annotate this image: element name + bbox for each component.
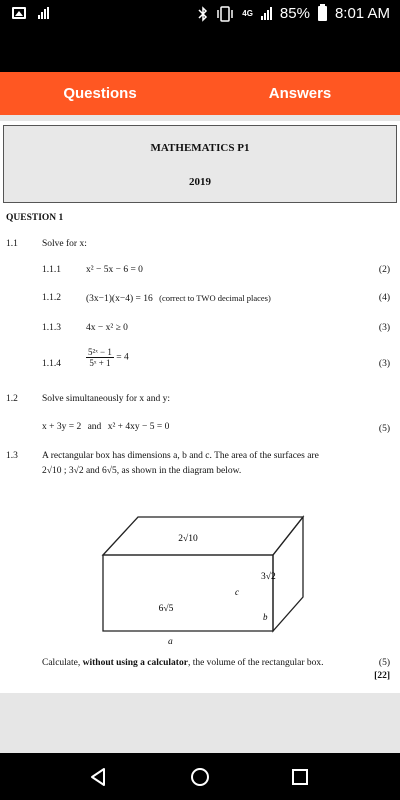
label-c: c xyxy=(235,587,239,597)
q-1-1-2-equation: (3x−1)(x−4) = 16 xyxy=(86,294,153,304)
battery-icon xyxy=(318,6,327,21)
instruction-suffix: , the volume of the rectangular box. xyxy=(187,658,324,668)
q-1-2-text: Solve simultaneously for x and y: xyxy=(42,394,170,404)
exam-page xyxy=(0,121,400,693)
system-nav-bar xyxy=(0,753,400,800)
home-icon[interactable] xyxy=(189,766,211,788)
q-1-1-2-number: 1.1.2 xyxy=(42,293,61,303)
vibrate-icon xyxy=(216,6,234,22)
paper-header xyxy=(3,125,397,203)
network-type: 4G xyxy=(242,9,253,18)
q-1-1-4-fraction xyxy=(86,347,114,368)
side-face-area: 3√2 xyxy=(261,572,276,582)
q-1-2-eq1: x + 3y = 2 xyxy=(42,422,82,432)
q-1-1-number: 1.1 xyxy=(6,239,18,249)
q-1-3-marks: (5) xyxy=(378,658,390,668)
box-diagram xyxy=(96,513,308,641)
q-1-1-4-marks: (3) xyxy=(378,359,390,369)
instruction-bold: without using a calculator xyxy=(82,658,188,668)
q-1-3-instruction xyxy=(42,658,324,668)
document-viewer[interactable] xyxy=(0,115,400,753)
q-1-2-marks: (5) xyxy=(378,424,390,434)
q-1-1-2-note: (correct to TWO decimal places) xyxy=(159,293,271,303)
label-b: b xyxy=(263,612,268,622)
q-1-1-3-marks: (3) xyxy=(378,323,390,333)
paper-year: 2019 xyxy=(189,176,211,188)
tab-bar xyxy=(0,72,400,115)
q-1-1-4-number: 1.1.4 xyxy=(42,359,61,369)
top-face-area: 2√10 xyxy=(178,534,198,544)
tab-answers[interactable]: Answers xyxy=(268,85,332,102)
bluetooth-icon xyxy=(198,6,208,22)
battery-percent: 85% xyxy=(279,5,310,22)
q-1-1-1-number: 1.1.1 xyxy=(42,265,61,275)
image-icon xyxy=(12,7,26,19)
q-1-3-line1: A rectangular box has dimensions a, b and c. The area of the surfaces are xyxy=(42,451,319,461)
signal-icon xyxy=(38,7,49,19)
paper-title: MATHEMATICS P1 xyxy=(150,142,250,154)
q-1-1-text: Solve for x: xyxy=(42,239,87,249)
status-bar xyxy=(0,0,400,30)
label-a: a xyxy=(168,637,173,647)
q-1-1-1-marks: (2) xyxy=(378,265,390,275)
q-1-1-1-expr: x² − 5x − 6 = 0 xyxy=(86,265,143,275)
app-bar-spacer xyxy=(0,30,400,72)
clock: 8:01 AM xyxy=(334,5,390,22)
q-1-2-number: 1.2 xyxy=(6,394,18,404)
box-top-face xyxy=(103,517,303,555)
q-1-1-3-number: 1.1.3 xyxy=(42,323,61,333)
q-1-1-4-rhs: = 4 xyxy=(116,352,129,363)
q-1-1-4-denominator: 5ˣ + 1 xyxy=(89,358,111,368)
q-1-2-equations xyxy=(42,422,169,432)
q-1-1-2-marks: (4) xyxy=(378,293,390,303)
cell-signal-icon xyxy=(261,8,272,20)
q-1-3-line2: 2√10 ; 3√2 and 6√5, as shown in the diagram below. xyxy=(42,466,242,476)
q-1-1-4-expr xyxy=(86,347,129,368)
tab-questions[interactable]: Questions xyxy=(63,85,137,102)
box-front-face xyxy=(103,555,273,631)
instruction-prefix: Calculate, xyxy=(42,658,83,668)
box-side-face xyxy=(273,517,303,631)
q-1-3-number: 1.3 xyxy=(6,451,18,461)
q-1-1-3-expr: 4x − x² ≥ 0 xyxy=(86,323,128,333)
recents-icon[interactable] xyxy=(289,766,311,788)
front-face-area: 6√5 xyxy=(158,604,174,614)
q-1-1-4-numerator: 5²ˣ − 1 xyxy=(88,347,112,357)
q-1-2-eq2: x² + 4xy − 5 = 0 xyxy=(107,422,170,432)
q-1-1-2-expr xyxy=(86,293,271,304)
back-icon[interactable] xyxy=(88,766,110,788)
question-heading: QUESTION 1 xyxy=(6,213,64,223)
q-1-2-and: and xyxy=(87,422,102,432)
question-total-marks: [22] xyxy=(374,671,390,681)
